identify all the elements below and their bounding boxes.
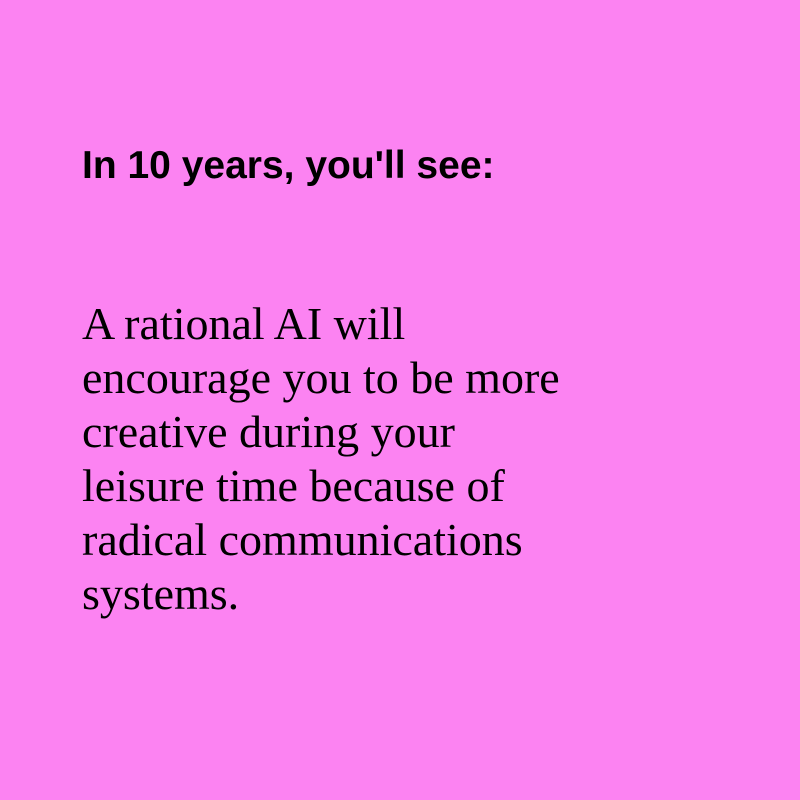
prediction-line: creative during your [82, 406, 455, 457]
prediction-text [82, 297, 722, 621]
prediction-line: leisure time because of [82, 460, 505, 511]
prediction-line: A rational AI will [82, 298, 406, 349]
prediction-line: encourage you to be more [82, 352, 560, 403]
prediction-line: radical communications [82, 514, 523, 565]
prediction-line: systems. [82, 568, 240, 619]
headline: In 10 years, you'll see: [82, 144, 495, 187]
